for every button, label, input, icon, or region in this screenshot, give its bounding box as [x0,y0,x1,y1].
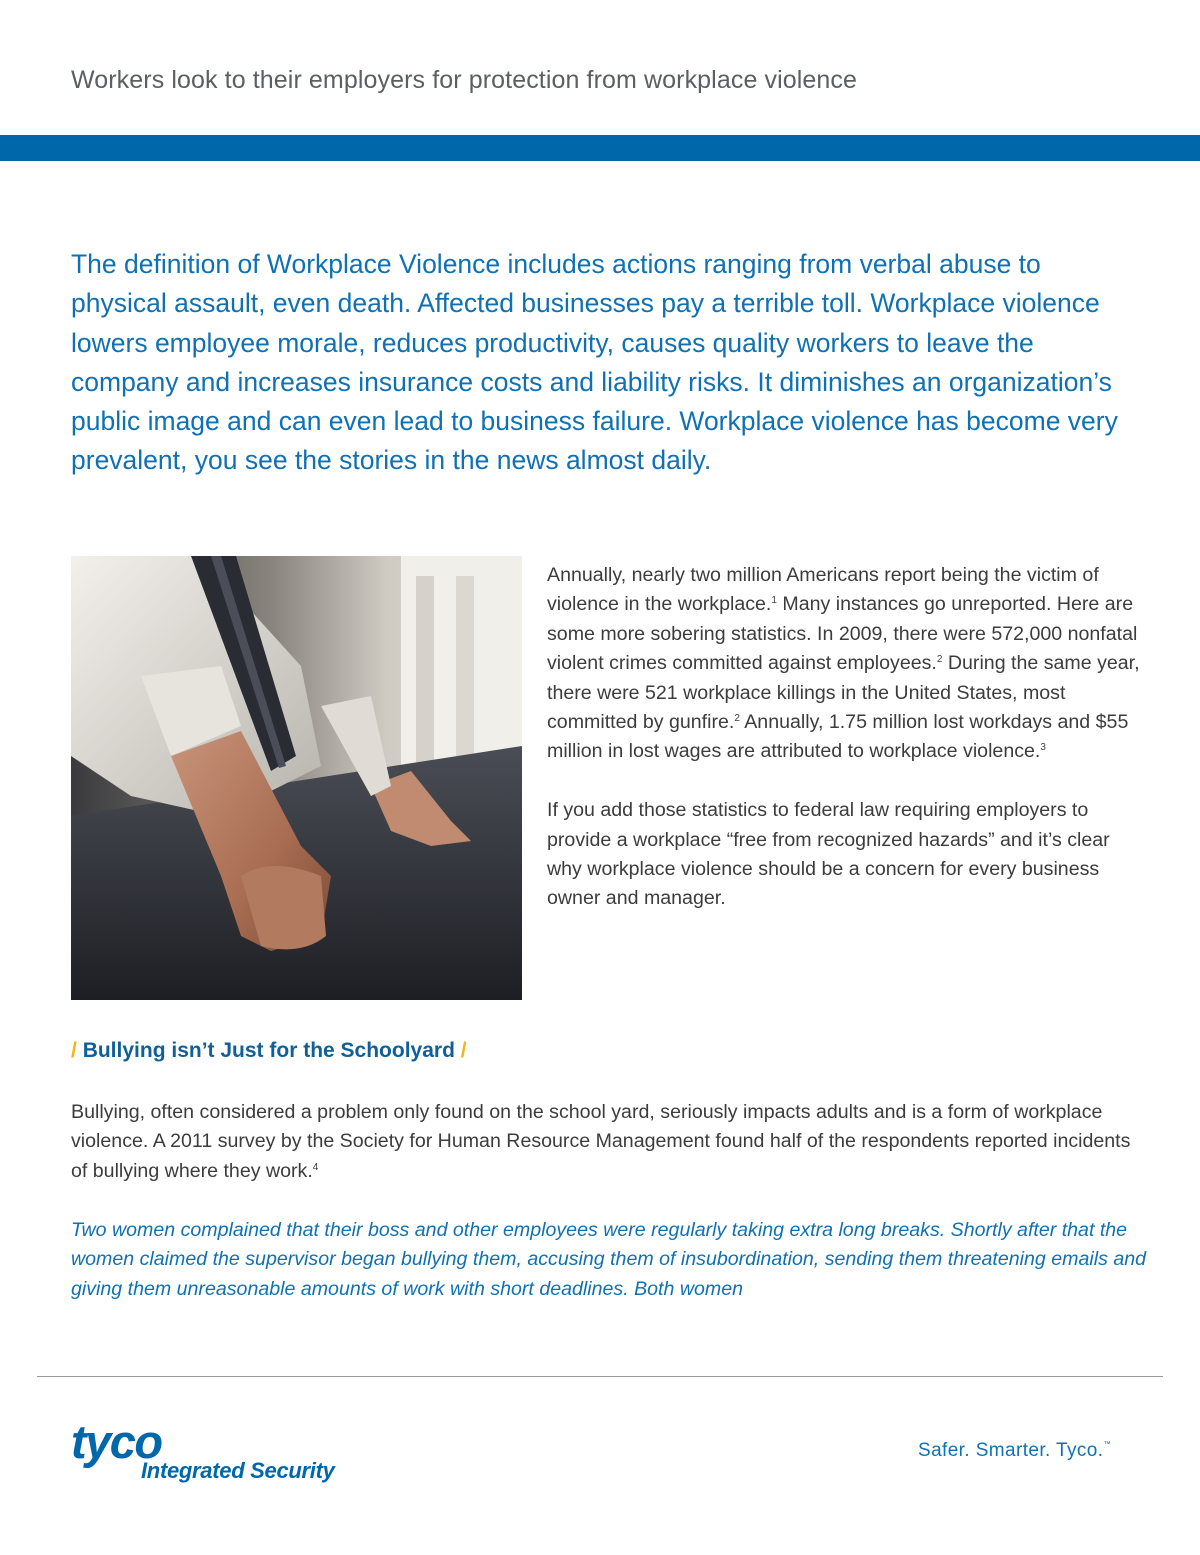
statistics-text-c: During the same year, there were 521 workplace killings in the United States, most committed by gunfire. [547,652,1140,734]
bullying-paragraph [71,1098,1131,1186]
statistics-text-a: Annually, nearly two million Americans report being the victim of violence in the workplace. [547,564,1099,616]
trademark: ™ [1103,1441,1111,1448]
logo-wordmark: tyco [71,1415,162,1468]
footnote-3: 3 [1040,742,1046,754]
page-title: Workers look to their employers for protection from workplace violence [71,66,858,94]
tyco-logo [71,1415,371,1490]
statistics-paragraph [547,561,1147,767]
intro-paragraph: The definition of Workplace Violence includes actions ranging from verbal abuse to physical assault, even death. Affected businesses pay a terrible toll. Workplace violence lowers employee morale, reduces productivity, causes quality workers to leave the company and increases insurance costs and liability risks. It diminishes an organization’s public image and can even lead to business failure. Workplace violence has become very prevalent, you see the stories in the news almost daily. [71,249,1118,476]
footer-divider [37,1376,1163,1377]
statistics-text-d: Annually, 1.75 million lost workdays and $55 million in lost wages are attributed to workplace violence. [547,711,1129,763]
section-heading-bullying [71,1039,467,1063]
slash-right: / [460,1039,467,1062]
statistics-text [547,561,1147,914]
tagline-text: Safer. Smarter. Tyco. [918,1440,1104,1461]
case-quote: Two women complained that their boss and other employees were regularly taking extra long breaks. Shortly after that the women claimed the supervisor began bullying them, accusing them of insubordination, sending them threatening emails and giving them unreasonable amounts of work with short deadlines. Both women [71,1219,1147,1300]
hazards-paragraph: If you add those statistics to federal law requiring employers to provide a workplace “free from recognized hazards” and it’s clear why workplace violence should be a concern for every business owner and manager. [547,799,1110,910]
header-bar [0,135,1200,161]
photo-clenched-fist [71,556,522,1000]
tagline [918,1440,1111,1462]
footnote-2b: 2 [734,713,740,725]
slash-left: / [71,1039,77,1062]
statistics-text-b: Many instances go unreported. Here are some more sobering statistics. In 2009, there were 572,000 nonfatal violent crimes committed against employees. [547,593,1138,675]
bullying-text: Bullying, often considered a problem only found on the school yard, seriously impacts adults and is a form of workplace violence. A 2011 survey by the Society for Human Resource Management found half of the respondents reported incidents of bullying where they work. [71,1101,1131,1182]
section-heading-text: Bullying isn’t Just for the Schoolyard [82,1039,455,1062]
footnote-2a: 2 [936,654,943,666]
footnote-1: 1 [771,595,777,607]
logo-subtitle: Integrated Security [141,1458,335,1483]
footnote-4: 4 [312,1161,319,1173]
